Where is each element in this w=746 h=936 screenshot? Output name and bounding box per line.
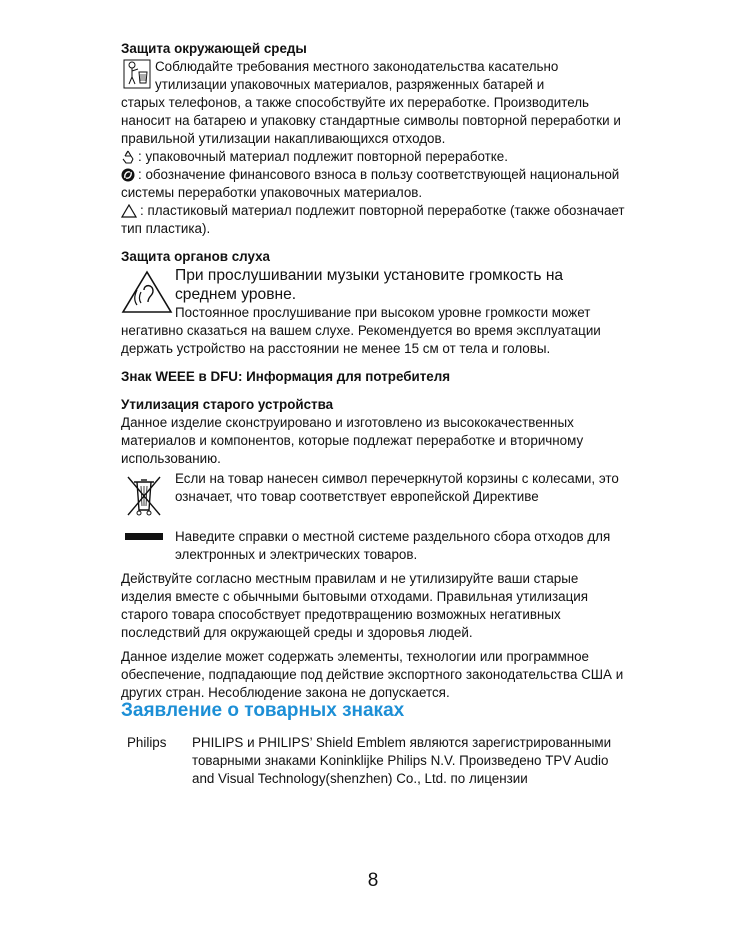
green-dot-text: : обозначение финансового взноса в пользу соответствующей национальной системы переработки упаковочных материалов.: [121, 167, 620, 200]
trademark-brand: Philips: [127, 735, 167, 750]
hearing-big-text: При прослушивании музыки установите громкость на среднем уровне.: [175, 267, 564, 303]
export-text: Данное изделие может содержать элементы, технологии или программное обеспечение, подпадающие под действие экспортного законодательства США и других стран. Несоблюдение закона не допускается.: [121, 649, 624, 700]
plastic-row: [121, 202, 626, 238]
hearing-heading: Защита органов слуха: [121, 249, 270, 264]
recycle-text: : упаковочный материал подлежит повторной переработке.: [138, 149, 508, 164]
trademark-entry: [121, 734, 626, 788]
trademark-text: PHILIPS и PHILIPS’ Shield Emblem являются зарегистрированными товарными знаками Koninklijke Philips N.V. Произведено TPV Audio and Visual Technology(shenzhen) Co., Ltd. по лицензии: [192, 735, 612, 786]
rules-text: Действуйте согласно местным правилам и не утилизируйте ваши старые изделия вместе с обычными бытовыми отходами. Правильная утилизация старого товара способствует предотвращению возможных негативных последствий для окружающей среды и здоровья людей.: [121, 571, 588, 640]
plastic-triangle-icon: [121, 204, 137, 218]
env-intro-line2: утилизации упаковочных материалов, разряженных батарей и: [155, 77, 545, 92]
env-heading: Защита окружающей среды: [121, 41, 307, 56]
disposal-heading: Утилизация старого устройства: [121, 397, 334, 412]
hearing-warning-icon: [121, 270, 173, 314]
crossed-out-bin-icon: [125, 474, 163, 518]
hearing-block: [121, 266, 626, 358]
bin-text: Если на товар нанесен символ перечеркнутой корзины с колесами, это означает, что товар соответствует европейской Директиве: [175, 471, 619, 504]
bar-text: Наведите справки о местной системе раздельного сбора отходов для электронных и электрических товаров.: [175, 529, 611, 562]
green-dot-icon: [121, 168, 135, 182]
environment-section: [121, 40, 626, 702]
hearing-text-rest: негативно сказаться на вашем слухе. Рекомендуется во время эксплуатации держать устройство на расстоянии не менее 15 см от тела и головы.: [121, 323, 601, 356]
trash-disposal-icon: [123, 59, 151, 89]
trademark-heading: Заявление о товарных знаках: [121, 700, 405, 721]
recycle-row: [121, 148, 626, 166]
green-dot-row: [121, 166, 626, 202]
hearing-text-line1: Постоянное прослушивание при высоком уровне громкости может: [175, 305, 591, 320]
recycle-icon: [121, 150, 135, 164]
env-intro: [121, 58, 626, 148]
env-intro-line1: Соблюдайте требования местного законодательства касательно: [155, 59, 559, 74]
plastic-text: : пластиковый материал подлежит повторной переработке (также обозначает тип пластика).: [121, 203, 625, 236]
weee-bar-row: [121, 528, 626, 564]
weee-bin-row: [121, 470, 626, 522]
env-intro-rest: старых телефонов, а также способствуйте их переработке. Производитель наносит на батарею и упаковку стандартные символы повторной переработки и правильной утилизации накапливающихся отходов.: [121, 95, 621, 146]
disposal-text: Данное изделие сконструировано и изготовлено из высококачественных материалов и компонентов, которые подлежат переработке и вторичному использованию.: [121, 415, 584, 466]
page-number: 8: [367, 870, 379, 891]
weee-heading: Знак WEEE в DFU: Информация для потребителя: [121, 369, 451, 384]
separate-collection-bar-icon: [125, 533, 163, 540]
